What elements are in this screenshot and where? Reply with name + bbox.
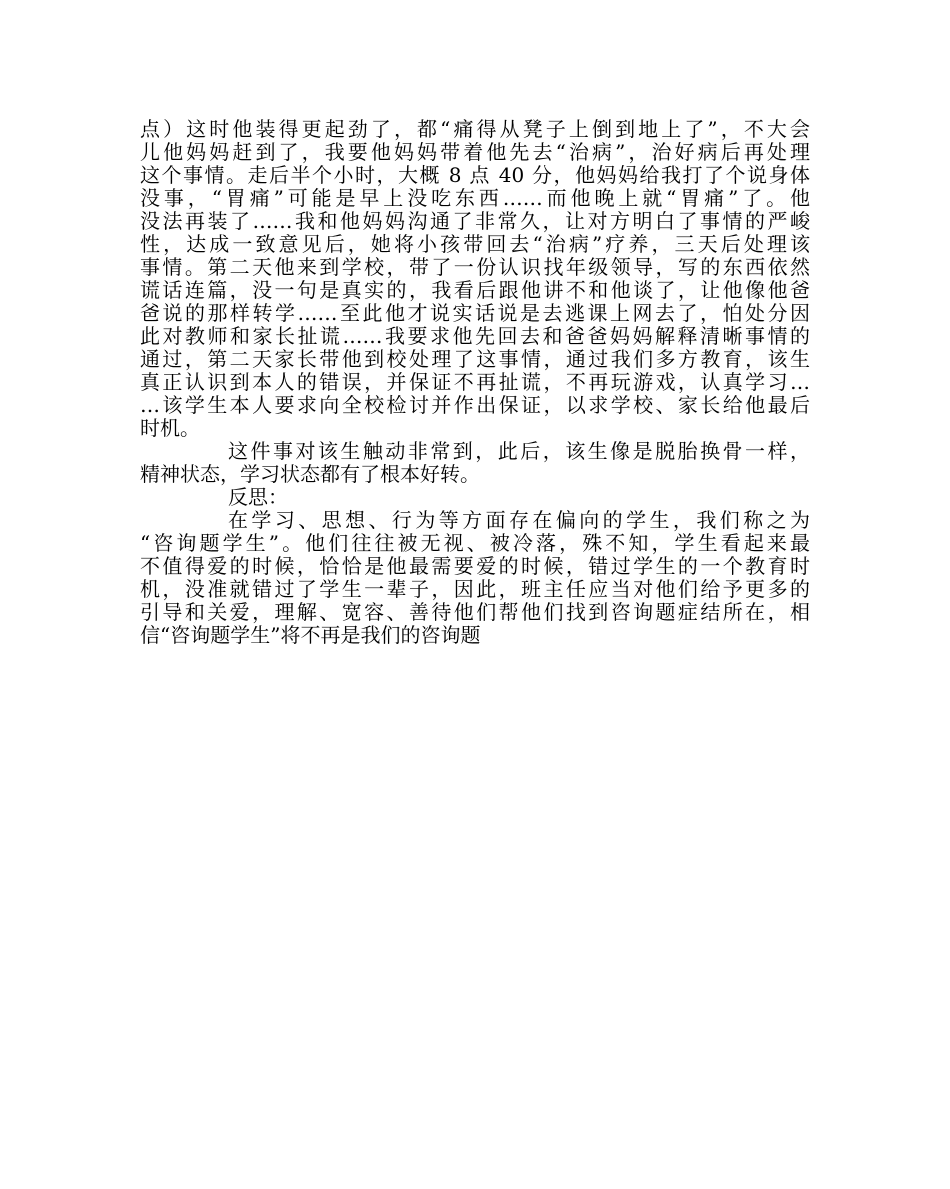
- text-line: 信“咨询题学生”将不再是我们的咨询题: [140, 623, 481, 647]
- text-line: 这件事对该生触动非常到，此后，该生像是脱胎换骨一样，: [228, 439, 810, 463]
- text-line: 在学习、思想、行为等方面存在偏向的学生，我们称之为: [228, 508, 810, 532]
- text-line: 这个事情。走后半个小时，大概 8 点 40 分，他妈妈给我打了个说身体: [140, 163, 810, 187]
- text-line: 通过，第二天家长带他到校处理了这事情，通过我们多方教育，该生: [140, 347, 810, 371]
- text-line: 此对教师和家长扯谎……我要求他先回去和爸爸妈妈解释清晰事情的: [140, 324, 810, 348]
- text-line: …该学生本人要求向全校检讨并作出保证，以求学校、家长给他最后: [140, 393, 810, 417]
- text-line: 机，没准就错过了学生一辈子，因此，班主任应当对他们给予更多的: [140, 577, 810, 601]
- text-line: 谎话连篇，没一句是真实的，我看后跟他讲不和他谈了，让他像他爸: [140, 278, 810, 302]
- paragraph-p1: [140, 118, 810, 440]
- text-line: 事情。第二天他来到学校，带了一份认识找年级领导，写的东西依然: [140, 255, 810, 279]
- text-line: 爸说的那样转学……至此他才说实话说是去逃课上网去了，怕处分因: [140, 301, 810, 325]
- document-body: [140, 118, 810, 647]
- text-line: 时机。: [140, 416, 200, 440]
- text-line: 精神状态，学习状态都有了根本好转。: [140, 462, 480, 486]
- paragraph-p4: [140, 509, 810, 647]
- text-line: “咨询题学生”。他们往往被无视、被冷落，殊不知，学生看起来最: [140, 531, 810, 555]
- text-line: 点）这时他装得更起劲了，都“痛得从凳子上倒到地上了”，不大会: [140, 117, 810, 141]
- text-line: 不值得爱的时候，恰恰是他最需要爱的时候，错过学生的一个教育时: [140, 554, 810, 578]
- text-line: 没事，“胃痛”可能是早上没吃东西……而他晚上就“胃痛”了。他: [140, 186, 810, 210]
- text-line: 儿他妈妈赶到了，我要他妈妈带着他先去“治病”，治好病后再处理: [140, 140, 810, 164]
- text-line: 性，达成一致意见后，她将小孩带回去“治病”疗养，三天后处理该: [140, 232, 810, 256]
- text-line: 引导和关爱，理解、宽容、善待他们帮他们找到咨询题症结所在，相: [140, 600, 810, 624]
- paragraph-p2: [140, 440, 810, 486]
- paragraph-p3: [140, 486, 810, 509]
- text-line: 真正认识到本人的错误，并保证不再扯谎，不再玩游戏，认真学习…: [140, 370, 810, 394]
- text-line: 没法再装了……我和他妈妈沟通了非常久，让对方明白了事情的严峻: [140, 209, 810, 233]
- text-line: 反思：: [228, 485, 288, 509]
